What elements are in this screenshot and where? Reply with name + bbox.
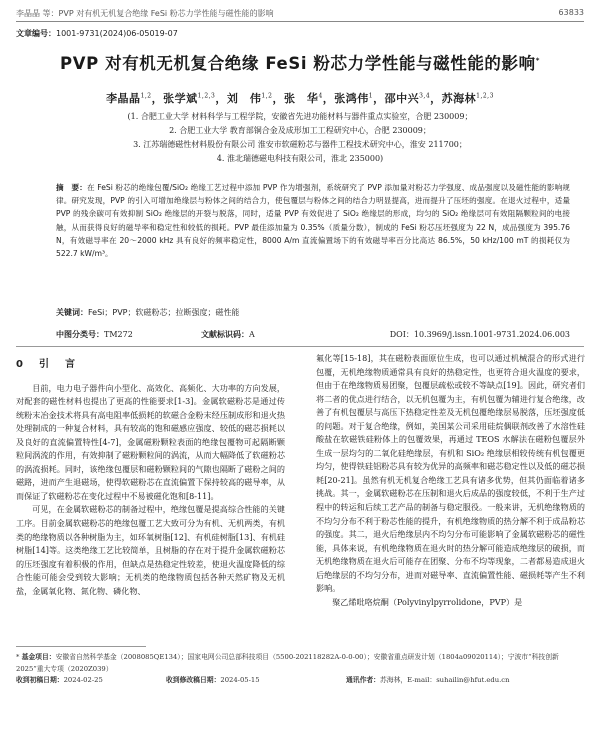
author-list: 李晶晶$^{1,2}$，张学斌$^{1,2,3}$，刘 伟$^{1,2}$，张 华$^4$，张鸿伟$^1$，邵中兴$^{3,4}$，苏海林$^{1,2,3}$ <box>106 92 494 105</box>
author <box>284 92 323 105</box>
body-paragraph: 可见，在金属软磁粉芯的制备过程中，绝缘包覆是提高综合性能的关键工序。目前金属软磁粉芯的绝缘包覆工艺大致可分为有机、无机两类，有机类的绝缘物质以各种树脂为主，如环氧树脂[12]、有机硅树脂[13]、有机硅树脂[14]等。这类绝缘工艺比较简单，且树脂的存在对于提升金属软磁粉芯的压坯强度有着积极的作用，但缺点是热稳定性较差，使退火温度降低的综合性能可能会受到较大影响；无机类的绝缘物质包括各种天然矿物及无机盐，金属氧化物、氮化物、磷化物、 <box>16 504 285 596</box>
paper-title-text: PVP 对有机无机复合绝缘 FeSi 粉芯力学性能与磁性能的影响 <box>60 54 536 73</box>
affiliation-2: 2. 合肥工业大学 教育部铜合金及成形加工工程研究中心，合肥 230009； <box>169 126 431 135</box>
author <box>227 92 273 105</box>
corresponding-label: 通讯作者： <box>346 676 380 684</box>
author-affiliation-mark: 1,2 <box>261 92 273 100</box>
body-paragraph: 氟化等[15-18]，其在磁粉表面原位生成，也可以通过机械混合的形式进行包覆，无机绝缘物质通常具有良好的热稳定性，也更符合退火温度的要求，但由于在绝缘物质易团聚，包覆层疏松或较不等缺点[19]。因此，研究者们将二者的优点进行结合，以无机包覆为主，有机包覆为辅进行复合绝缘，改善了有机包覆层与高压下热稳定性差及无机包覆绝缘层易脱落，压坯强度低的问题。对于复合绝缘，例如，美国某公司采用硅烷偶联剂改善了水溶性硅酸盐在软磁铁硅粉体上的包覆效果，再通过 TEOS 水解法在磁粉包覆层外生成一层均匀的二氧化硅绝缘层，有机和 SiO₂ 绝缘层相较传统有机包覆更均匀，使得铁硅铝粉芯具有较为优异的高频率和磁芯稳定性以及低的磁芯损耗[20-21]。虽然有机无机复合绝缘工艺具有诸多优势，但其仍面临着诸多挑战。其一，金属软磁粉芯在压制和退火后成品的强度较低，不利于生产过程中的转运和后续工艺产品的制备与稳定服役。一般来讲，无机绝缘物质的不均匀分布不利于粉芯性能的提升，有机绝缘物质的热分解不利于成品粉芯的强度。其二，退火后绝缘层内不均匀分布可能影响了金属软磁粉芯的磁性能，具体来说，有机绝缘物质在退火时的热分解可能造成绝缘层的破损，而无机绝缘物质在退火后可能存在团聚、分布不均等现象，二者都易造成退火后绝缘层的不均匀分布，进而对磁导率、直流偏置性能、磁损耗等产生不利影响。 <box>316 353 585 594</box>
title-footnote-mark: * <box>535 56 540 65</box>
page-number: 63833 <box>558 8 584 17</box>
author-name: 张鸿伟 <box>334 92 369 105</box>
header-rule <box>16 21 584 22</box>
keywords <box>56 307 240 318</box>
article-number-label: 文章编号： <box>16 29 56 38</box>
received-label: 收到初稿日期： <box>16 676 64 684</box>
funding-text: 安徽省自然科学基金（2008085QE134）；国家电网公司总部科技项目（5500-202118282A-0-0-00）；安徽省重点研发计划（1804a09020114）；宁波市“科技创新 2025”重大专项（2020Z039） <box>16 653 559 673</box>
footnote-star: * <box>16 653 20 661</box>
author-name: 张学斌 <box>163 92 198 105</box>
funding-label: 基金项目： <box>21 653 56 661</box>
footnote-rule <box>16 646 146 647</box>
article-number <box>16 28 178 39</box>
article-number-value: 1001-9731(2024)06-05019-07 <box>56 29 178 38</box>
author-affiliation-mark: 1,2 <box>140 92 152 100</box>
author-name: 李晶晶 <box>106 92 141 105</box>
revised-date: 2024-05-15 <box>220 676 260 684</box>
body-paragraph: 聚乙烯吡咯烷酮（Polyvinylpyrrolidone，PVP）是 <box>332 596 523 607</box>
author-name: 张 华 <box>283 92 319 105</box>
running-header-text: 李晶晶 等：PVP 对有机无机复合绝缘 FeSi 粉芯力学性能与磁性能的影响 <box>16 9 274 18</box>
author-affiliation-mark: 1 <box>368 92 374 100</box>
author-affiliation-mark: 1,2,3 <box>197 92 216 100</box>
affiliation-1: (1. 合肥工业大学 材料科学与工程学院，安徽省先进功能材料与器件重点实验室，合肥 230009； <box>127 112 473 121</box>
author <box>385 92 431 105</box>
author <box>442 92 494 105</box>
corresponding-author: 苏海林，E-mail：suhailin@hfut.edu.cn <box>379 676 510 684</box>
doc-code-label: 文献标识码： <box>201 329 249 339</box>
left-column <box>16 352 285 598</box>
section-heading-introduction: 0 引 言 <box>16 359 78 370</box>
doi-label: DOI： <box>389 330 414 339</box>
author <box>106 92 152 105</box>
keywords-text: FeSi；PVP；软磁粉芯；拉断强度；磁性能 <box>88 308 240 317</box>
author-name: 邵中兴 <box>384 92 420 105</box>
funding-note <box>16 652 584 675</box>
body-paragraph: 目前，电力电子器件向小型化、高效化、高频化、大功率的方向发展，对配套的磁性材料也提出了更高的性能要求[1-3]。金属软磁粉芯是通过传统粉末冶金技术将具有高电阻率低损耗的软磁合金粉末经压制成形和退火热处理制成的一种复合材料，具有较高的饱和磁感应强度、较低的磁芯损耗以及良好的直流偏置特性[4-7]，金属磁粉颗粒表面的绝缘包覆物可起隔断颗粒间涡流的作用，有效抑制了磁粉颗粒间的涡流，从而大幅降低了软磁粉芯的涡流损耗。同时，该绝缘包覆层和磁粉颗粒间的气隙也隔断了磁粉之间的磁路，进而产生退磁场，使得软磁粉芯在直流偏置下保持较高的磁导率，从而保证了软磁粉芯在变化过程中不易被磁化饱和[8-11]。 <box>16 382 285 501</box>
clc-value: TM272 <box>104 330 133 339</box>
paper-title <box>0 50 600 74</box>
doi-value: 10.3969/j.issn.1001-9731.2024.06.003 <box>413 330 570 339</box>
abstract-label: 摘 要： <box>56 183 87 192</box>
affiliation-4: 4. 淮北瑞德磁电科技有限公司，淮北 235000) <box>216 154 384 163</box>
doc-code-value: A <box>249 330 255 339</box>
revised-label: 收到修改稿日期： <box>166 676 221 684</box>
author-affiliation-mark: 4 <box>318 92 323 100</box>
received-date: 2024-02-25 <box>63 676 103 684</box>
affiliation-3: 3. 江苏瑞德磁性材料股份有限公司 淮安市软磁粉芯与器件工程技术研究中心，淮安 211700； <box>133 140 467 149</box>
running-header <box>16 8 584 20</box>
right-column <box>316 352 585 609</box>
author <box>163 92 215 105</box>
author-affiliation-mark: 1,2,3 <box>476 92 494 100</box>
author <box>334 92 373 105</box>
section-divider <box>16 346 584 347</box>
author-affiliation-mark: 3,4 <box>419 92 431 100</box>
dates-row <box>16 675 584 687</box>
abstract <box>56 181 570 260</box>
footnotes <box>16 652 584 687</box>
author-name: 苏海林 <box>441 92 477 105</box>
abstract-text: 在 FeSi 粉芯的绝缘包覆/SiO₂ 绝缘工艺过程中添加 PVP 作为增强剂，系统研究了 PVP 添加量对粉芯力学强度、成品强度以及磁性能的影响规律。研究发现，PVP 的引入可增加绝缘层与粉体之间的结合力，使包覆层与粉体之间的结合力明显提高，进而提升了压坯的强度。在退火过程中，适量 PVP 的残余碳可有效抑制 SiO₂ 绝缘层的开裂与脱落，同时，适量 PVP 有效促进了 SiO₂ 绝缘层的形成，均匀的 SiO₂ 绝缘层可有效阻隔颗粒间的电接触，从而获得良好的磁导率和稳定性和较低的损耗。PVP 最佳添加量为 0.35%（质量分数），制成的 FeSi 粉芯压坯强度为 22 N，成品强度为 395.76 N，有效磁导率在 20～2000 kHz 具有良好的频率稳定性，8000 A/m 直流偏置场下的有效磁导率百分比高达 86.5%，50 kHz/100 mT 的损耗仅为 522.7 kW/m³。 <box>56 183 570 259</box>
author-name: 刘 伟 <box>226 92 262 105</box>
clc-label: 中图分类号： <box>56 329 104 339</box>
keywords-label: 关键词： <box>56 307 88 317</box>
